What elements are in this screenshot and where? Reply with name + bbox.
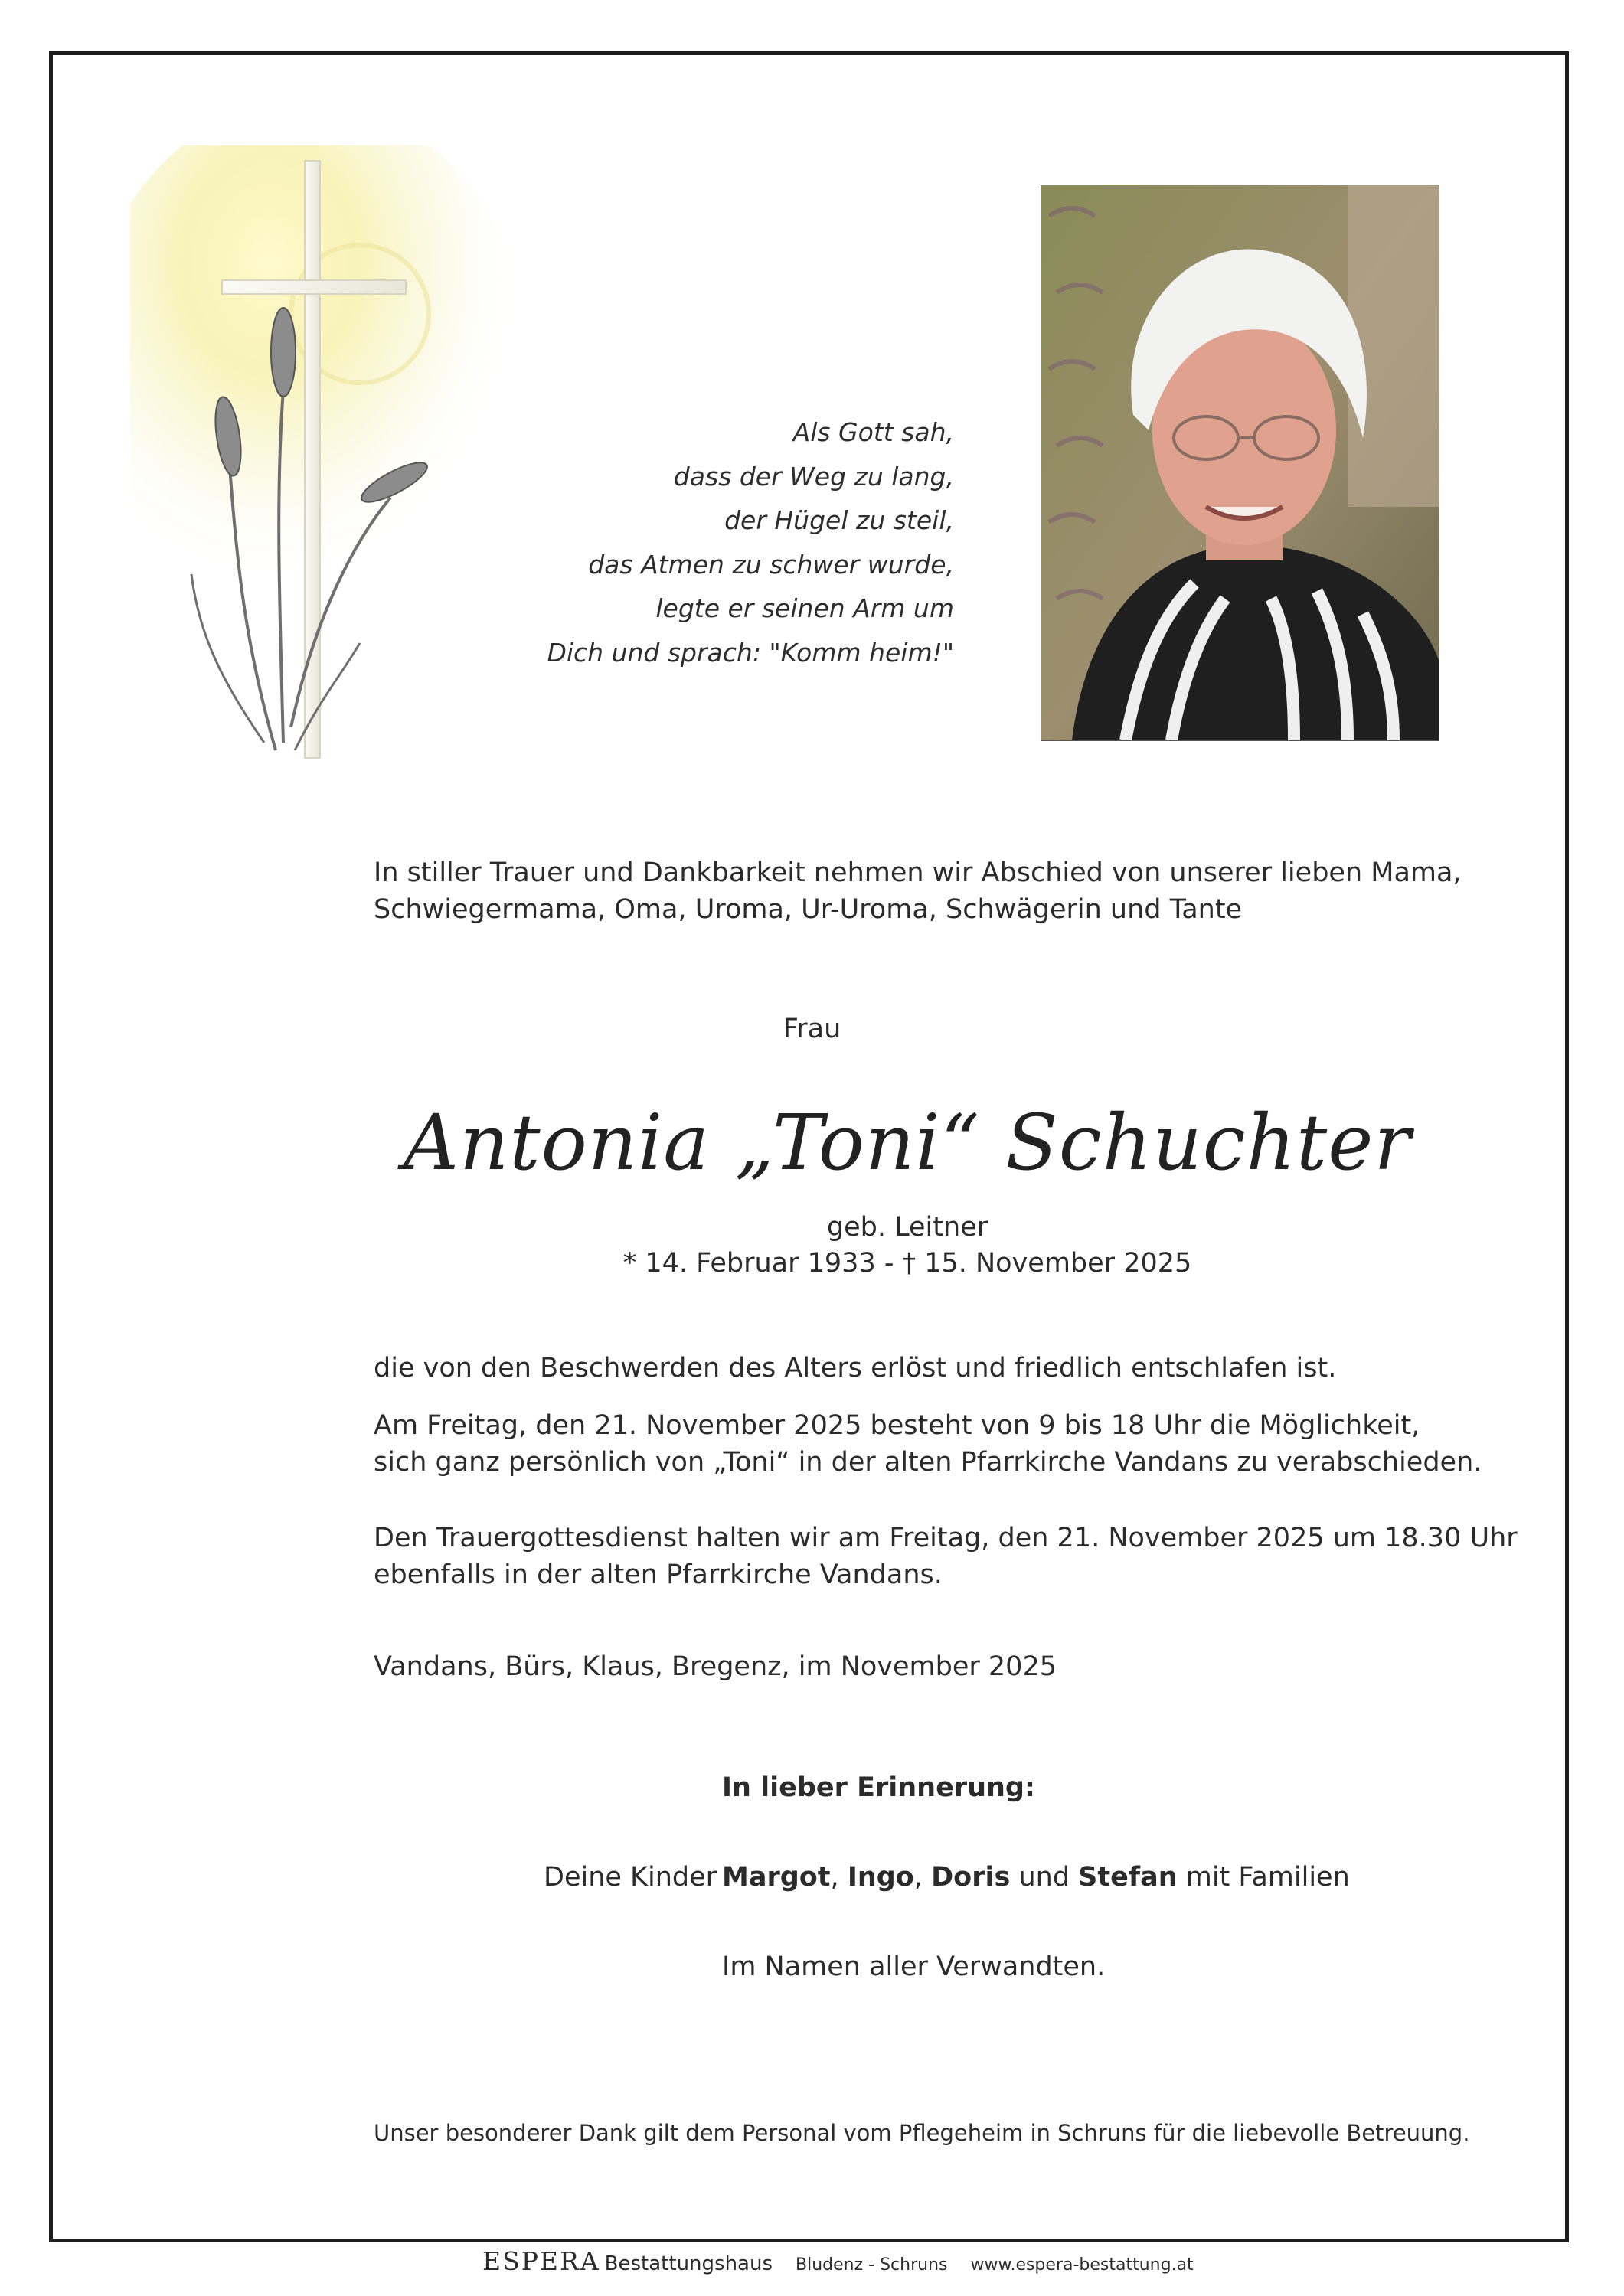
place-date: Vandans, Bürs, Klaus, Bregenz, im November 2025 [374, 1651, 1057, 1682]
children-names [722, 1859, 1350, 1896]
born-name: geb. Leitner [826, 1212, 988, 1243]
deceased-name: Antonia „Toni“ Schuchter [403, 1098, 1412, 1187]
life-dates: * 14. Februar 1933 - † 15. November 2025 [622, 1248, 1192, 1279]
brand-subtitle: Bestattungshaus [604, 2252, 773, 2275]
portrait-photo [1041, 185, 1439, 741]
paragraph-line: ebenfalls in der alten Pfarrkirche Vandans. [374, 1560, 943, 1590]
thanks-note: Unser besonderer Dank gilt dem Personal vom Pflegeheim in Schruns für die liebevolle Betreuung. [374, 2120, 1470, 2146]
child-name: Margot [722, 1862, 831, 1893]
child-name: Ingo [847, 1862, 914, 1893]
salutation: Frau [783, 1014, 841, 1044]
intro-line: Schwiegermama, Oma, Uroma, Ur-Uroma, Schwägerin und Tante [374, 894, 1243, 925]
memorial-quote [536, 410, 954, 675]
remembrance-heading: In lieber Erinnerung: [722, 1772, 1035, 1803]
paragraph-line: Am Freitag, den 21. November 2025 besteht von 9 bis 18 Uhr die Möglichkeit, [374, 1410, 1420, 1441]
footer-website[interactable]: www.espera-bestattung.at [970, 2255, 1194, 2275]
paragraph-viewing [374, 1407, 1482, 1481]
quote-line: Dich und sprach: "Komm heim!" [547, 637, 954, 668]
child-name: Stefan [1078, 1862, 1178, 1893]
paragraph-passing: die von den Beschwerden des Alters erlöst und friedlich entschlafen ist. [374, 1353, 1337, 1383]
sun-glow [130, 145, 536, 681]
children-label: Deine Kinder [544, 1862, 717, 1893]
cross-wheat-decoration [130, 145, 559, 834]
quote-line: Als Gott sah, [792, 417, 954, 447]
families-suffix: mit Familien [1177, 1862, 1350, 1893]
footer [482, 2246, 1194, 2276]
intro-line: In stiller Trauer und Dankbarkeit nehmen wir Abschied von unserer lieben Mama, [374, 857, 1462, 888]
child-name: Doris [931, 1862, 1011, 1893]
intro-text [374, 854, 1462, 928]
quote-line: dass der Weg zu lang, [673, 461, 954, 492]
footer-locations: Bludenz - Schruns [796, 2255, 948, 2275]
quote-line: das Atmen zu schwer wurde, [588, 549, 954, 580]
quote-line: legte er seinen Arm um [655, 593, 954, 624]
quote-line: der Hügel zu steil, [724, 505, 954, 536]
name-separator: , [830, 1862, 848, 1893]
relatives-line: Im Namen aller Verwandten. [722, 1951, 1106, 1982]
brand-name: ESPERA [482, 2246, 600, 2276]
paragraph-line: Den Trauergottesdienst halten wir am Freitag, den 21. November 2025 um 18.30 Uhr [374, 1523, 1518, 1553]
paragraph-service [374, 1520, 1518, 1593]
name-separator: , [913, 1862, 932, 1893]
name-separator: und [1010, 1862, 1079, 1893]
paragraph-line: sich ganz persönlich von „Toni“ in der alten Pfarrkirche Vandans zu verabschieden. [374, 1447, 1482, 1478]
